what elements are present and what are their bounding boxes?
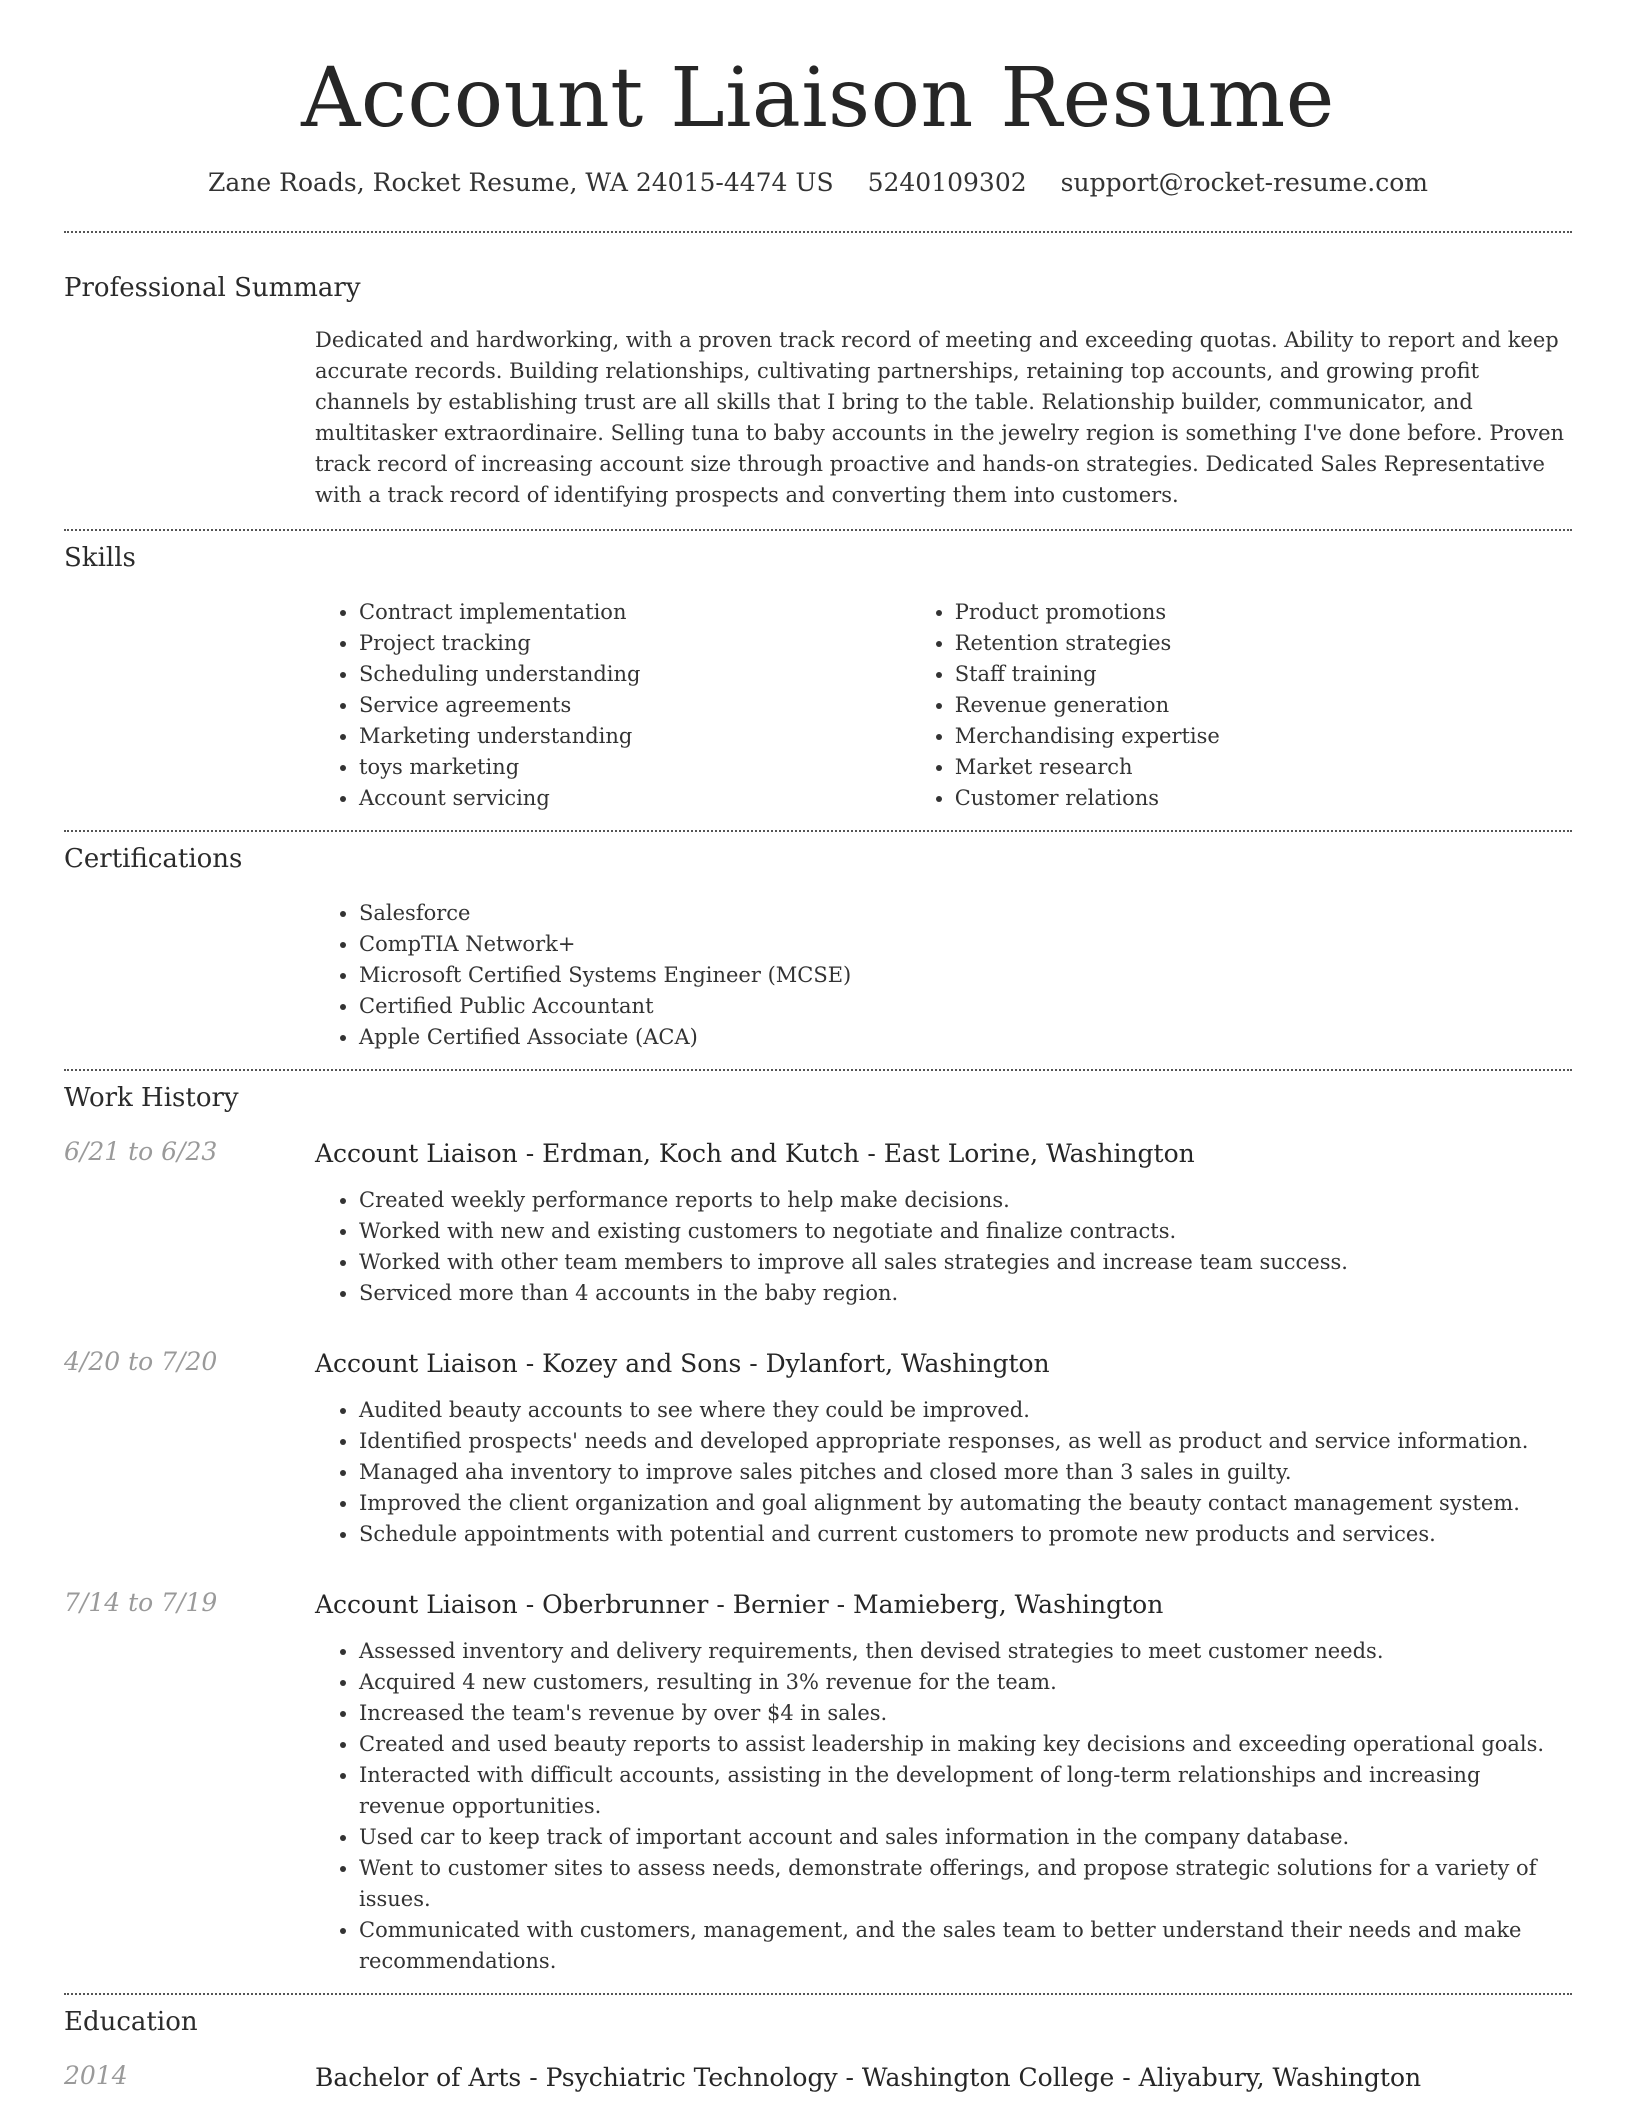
- job-entry: [64, 1588, 1572, 1993]
- list-item: • Schedule appointments with potential and current customers to promote new products and services.: [359, 1519, 1572, 1550]
- education-section: [64, 1995, 1572, 2095]
- summary-text: Dedicated and hardworking, with a proven track record of meeting and exceeding quotas. Ability to report and keep accurate records. Building relationships, cultivating partnerships, retaining top accounts, and growing profit channels by establishing trust are all skills that I bring to the table. Relationship builder, communicator, and multitasker extraordinaire. Selling tuna to baby accounts in the jewelry region is something I've done before. Proven track record of increasing account size through proactive and hands-on strategies. Dedicated Sales Representative with a track record of identifying prospects and converting them into customers.: [315, 328, 1565, 508]
- list-item: • Managed aha inventory to improve sales pitches and closed more than 3 sales in guilty.: [359, 1457, 1572, 1488]
- job-bullets: [315, 1636, 1572, 1977]
- list-item: • Serviced more than 4 accounts in the baby region.: [359, 1278, 1572, 1309]
- list-item: • Staff training: [955, 659, 1572, 690]
- list-item: • Identified prospects' needs and developed appropriate responses, as well as product and service information.: [359, 1426, 1572, 1457]
- list-item: • Marketing understanding: [359, 721, 911, 752]
- list-item: • Audited beauty accounts to see where they could be improved.: [359, 1395, 1572, 1426]
- summary-heading: Professional Summary: [64, 273, 361, 304]
- list-item: • Revenue generation: [955, 690, 1572, 721]
- job-bullets: [315, 1395, 1572, 1550]
- contact-line: [64, 168, 1572, 197]
- list-item: • Acquired 4 new customers, resulting in 3% revenue for the team.: [359, 1667, 1572, 1698]
- list-item: • Service agreements: [359, 690, 911, 721]
- job-title: Account Liaison - Erdman, Koch and Kutch - East Lorine, Washington: [315, 1139, 1195, 1169]
- job-date: 7/14 to 7/19: [64, 1588, 218, 1618]
- list-item: • Assessed inventory and delivery requirements, then devised strategies to meet customer needs.: [359, 1636, 1572, 1667]
- list-item: • Interacted with difficult accounts, assisting in the development of long-term relationships and increasing revenue opportunities.: [359, 1760, 1572, 1822]
- job-entry: [64, 1137, 1572, 1309]
- contact-address: Zane Roads, Rocket Resume, WA 24015-4474 US: [208, 168, 834, 198]
- education-date: 2014: [64, 2061, 128, 2091]
- list-item: • Market research: [955, 752, 1572, 783]
- education-title: Bachelor of Arts - Psychiatric Technology - Washington College - Aliyabury, Washington: [315, 2063, 1422, 2093]
- list-item: • Increased the team's revenue by over $4 in sales.: [359, 1698, 1572, 1729]
- work-heading: Work History: [64, 1083, 239, 1114]
- certifications-section: [64, 832, 1572, 1069]
- job-bullets: [315, 1185, 1572, 1309]
- skills-columns: [315, 597, 1572, 830]
- contact-phone: 5240109302: [867, 168, 1027, 198]
- education-heading: Education: [64, 2007, 198, 2038]
- list-item: • Customer relations: [955, 783, 1572, 814]
- list-item: • Communicated with customers, management, and the sales team to better understand their needs and make recommendations.: [359, 1915, 1572, 1977]
- list-item: • Worked with new and existing customers to negotiate and finalize contracts.: [359, 1216, 1572, 1247]
- skills-list-left: [315, 597, 911, 814]
- job-title: Account Liaison - Oberbrunner - Bernier - Mamieberg, Washington: [315, 1590, 1164, 1620]
- list-item: • Certified Public Accountant: [359, 991, 1572, 1022]
- skills-list-right: [911, 597, 1572, 814]
- education-entry: [64, 2061, 1572, 2095]
- list-item: • Created weekly performance reports to help make decisions.: [359, 1185, 1572, 1216]
- skills-section: [64, 531, 1572, 830]
- job-date: 4/20 to 7/20: [64, 1347, 218, 1377]
- list-item: • Retention strategies: [955, 628, 1572, 659]
- list-item: • Scheduling understanding: [359, 659, 911, 690]
- list-item: • CompTIA Network+: [359, 929, 1572, 960]
- skills-heading: Skills: [64, 543, 136, 574]
- list-item: • Created and used beauty reports to assist leadership in making key decisions and exceeding operational goals.: [359, 1729, 1572, 1760]
- contact-email: support@rocket-resume.com: [1060, 168, 1428, 198]
- list-item: • Microsoft Certified Systems Engineer (MCSE): [359, 960, 1572, 991]
- list-item: • Product promotions: [955, 597, 1572, 628]
- list-item: • Apple Certified Associate (ACA): [359, 1022, 1572, 1053]
- list-item: • Improved the client organization and goal alignment by automating the beauty contact management system.: [359, 1488, 1572, 1519]
- list-item: • Worked with other team members to improve all sales strategies and increase team success.: [359, 1247, 1572, 1278]
- list-item: • Project tracking: [359, 628, 911, 659]
- job-title: Account Liaison - Kozey and Sons - Dylanfort, Washington: [315, 1349, 1050, 1379]
- list-item: • Salesforce: [359, 898, 1572, 929]
- resume-page: [64, 0, 1572, 2095]
- job-date: 6/21 to 6/23: [64, 1137, 218, 1167]
- list-item: • Account servicing: [359, 783, 911, 814]
- page-title: Account Liaison Resume: [301, 51, 1335, 146]
- list-item: • toys marketing: [359, 752, 911, 783]
- resume-header: [64, 0, 1572, 197]
- certifications-list: [315, 898, 1572, 1069]
- list-item: • Went to customer sites to assess needs, demonstrate offerings, and propose strategic solutions for a variety of issues.: [359, 1853, 1572, 1915]
- work-section: [64, 1071, 1572, 1993]
- list-item: • Used car to keep track of important account and sales information in the company database.: [359, 1822, 1572, 1853]
- list-item: • Merchandising expertise: [955, 721, 1572, 752]
- certifications-heading: Certifications: [64, 844, 243, 875]
- summary-section: [64, 233, 1572, 529]
- job-entry: [64, 1347, 1572, 1550]
- list-item: • Contract implementation: [359, 597, 911, 628]
